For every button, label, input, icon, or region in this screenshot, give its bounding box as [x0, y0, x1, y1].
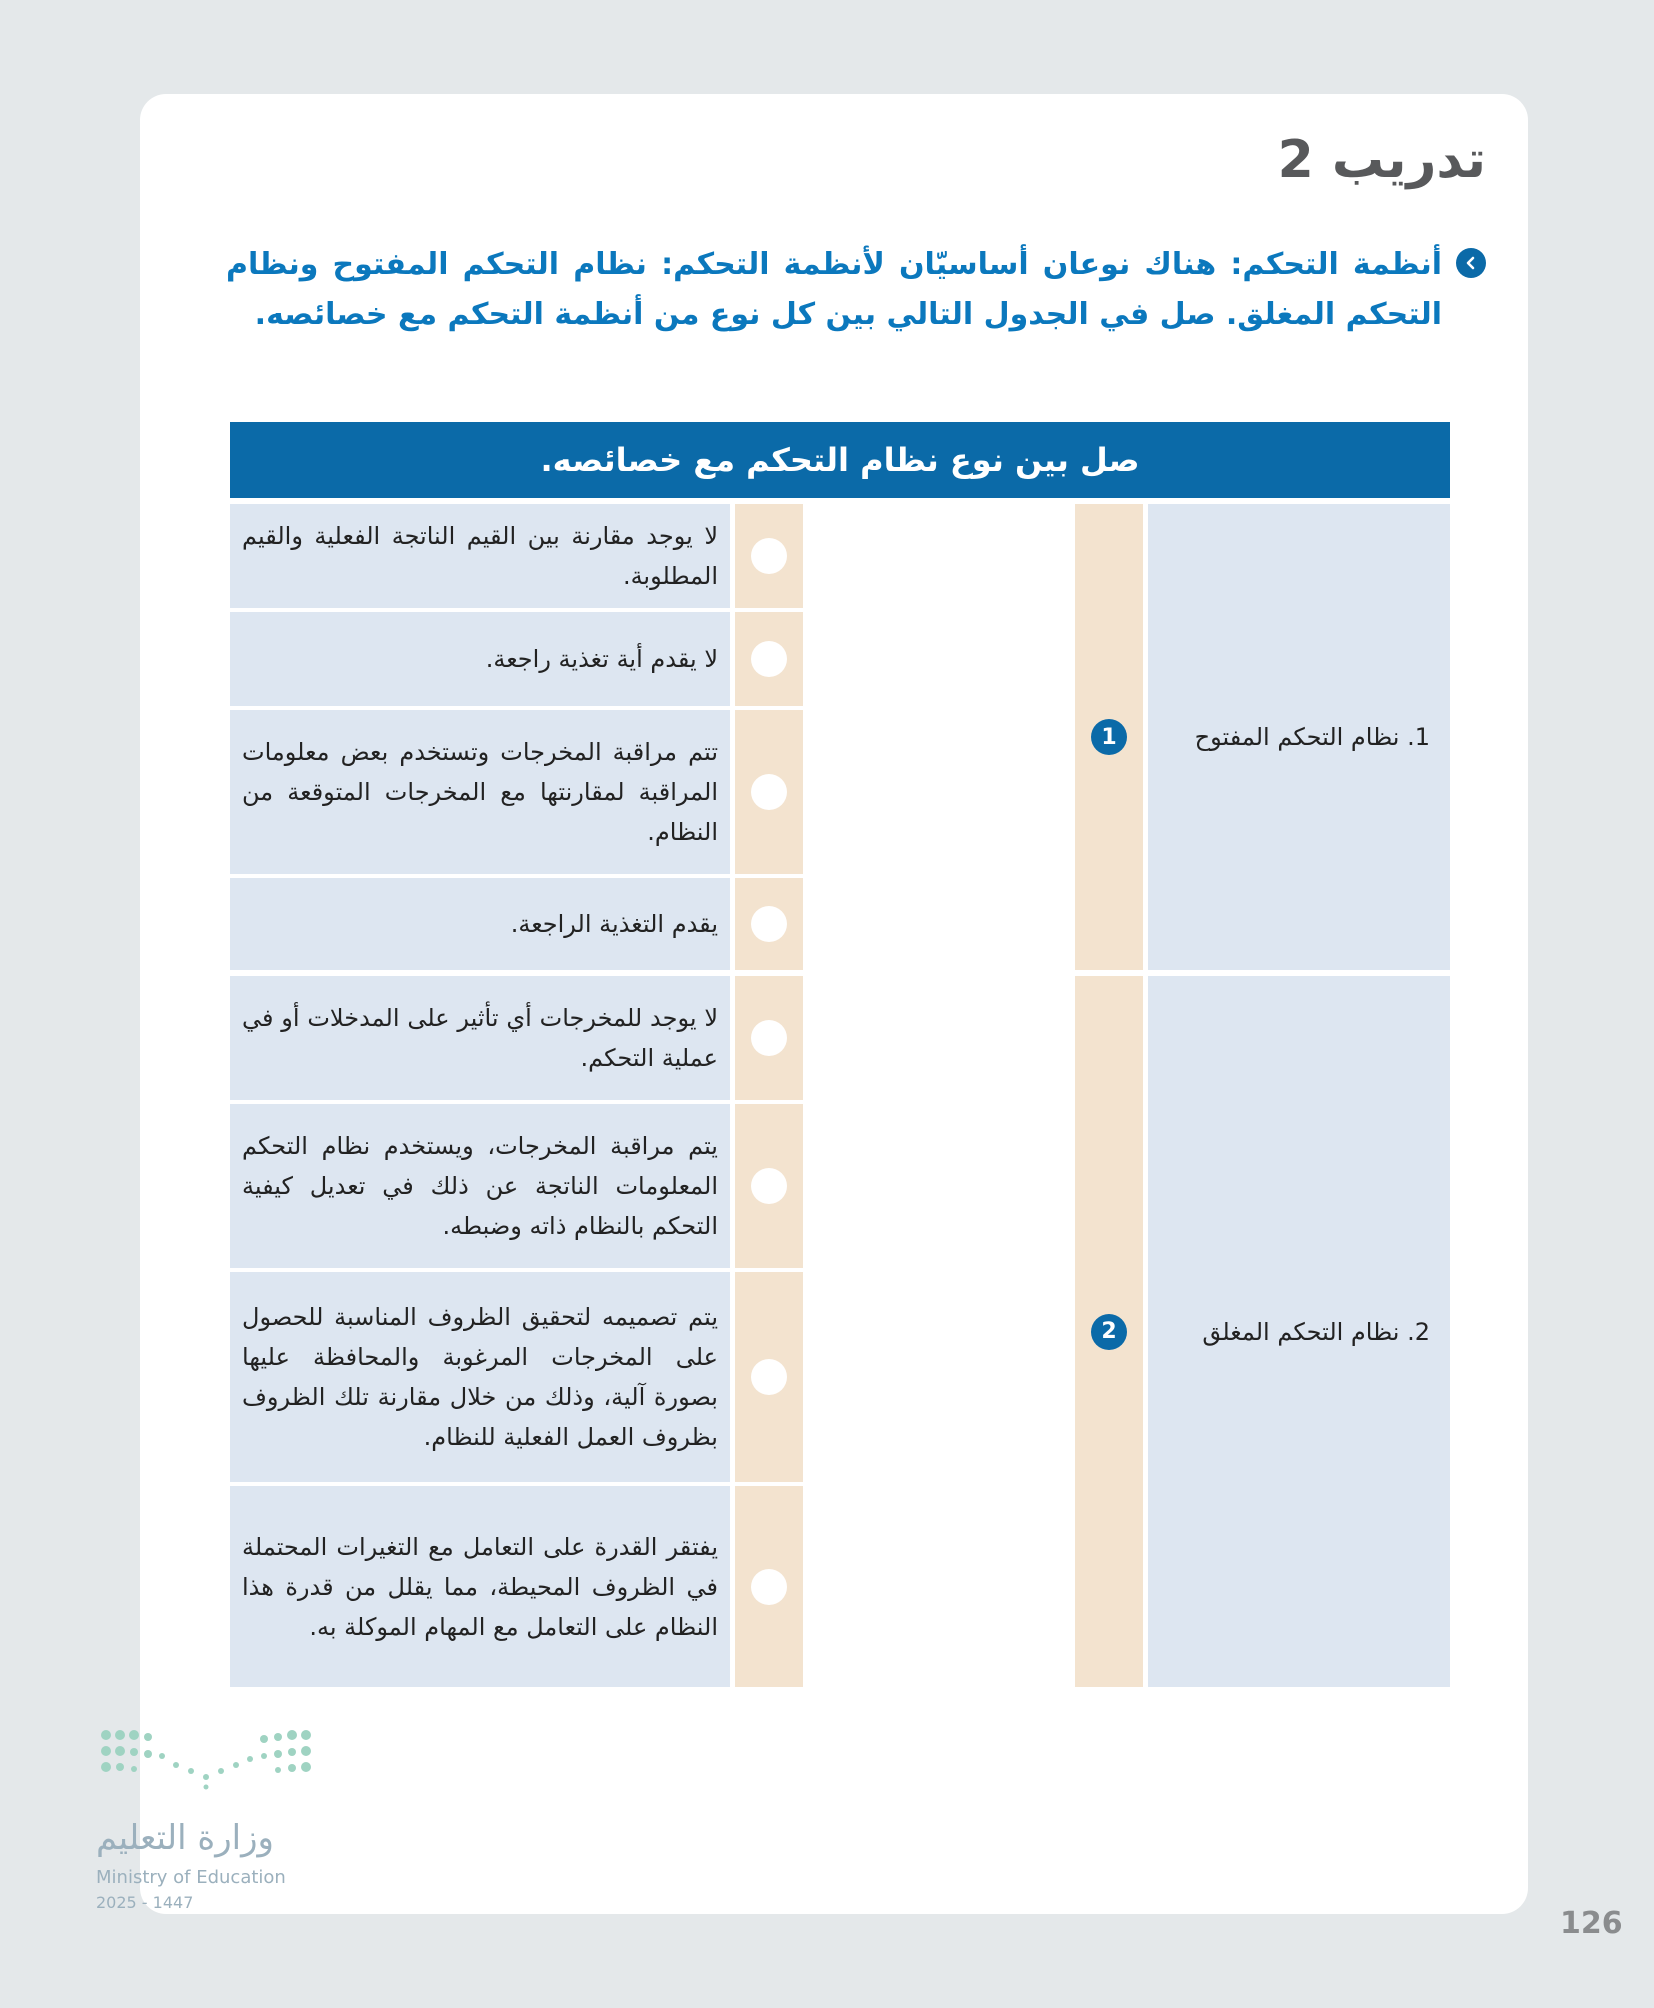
connect-dot-cell	[735, 976, 803, 1100]
matching-table	[230, 422, 1450, 1687]
connect-dot-cell	[735, 1486, 803, 1687]
property-cell	[230, 612, 730, 706]
connect-dot-cell	[735, 710, 803, 874]
property-cell	[230, 1486, 730, 1687]
connect-dot[interactable]	[751, 538, 787, 574]
type-label-closed: 2. نظام التحكم المغلق	[1202, 1317, 1430, 1346]
ministry-year: 2025 - 1447	[96, 1893, 194, 1912]
property-text: يقدم التغذية الراجعة.	[510, 910, 718, 938]
property-cell	[230, 1272, 730, 1482]
type-label-open: 1. نظام التحكم المفتوح	[1194, 723, 1430, 751]
connect-dot[interactable]	[751, 1569, 787, 1605]
number-badge: 1	[1091, 719, 1127, 755]
type-cell-open	[1148, 504, 1450, 970]
ministry-name-arabic: وزارة التعليم	[96, 1818, 274, 1858]
connect-dot[interactable]	[751, 906, 787, 942]
property-text: يتم مراقبة المخرجات، ويستخدم نظام التحكم المعلومات الناتجة عن ذلك في تعديل كيفية التحكم بالنظام ذاته وضبطه.	[242, 1132, 718, 1240]
page-number: 126	[1560, 1906, 1623, 1941]
property-cell	[230, 504, 730, 608]
type-cell-closed	[1148, 976, 1450, 1687]
badge-column-closed	[1075, 976, 1143, 1687]
connect-dot-cell	[735, 1272, 803, 1482]
intro-section	[226, 240, 1486, 340]
property-cell	[230, 878, 730, 970]
connect-dot[interactable]	[751, 1359, 787, 1395]
number-badge: 2	[1091, 1314, 1127, 1350]
property-text: لا يقدم أية تغذية راجعة.	[485, 645, 718, 673]
property-text: لا يوجد للمخرجات أي تأثير على المدخلات أو في عملية التحكم.	[242, 1004, 718, 1072]
property-cell	[230, 1104, 730, 1268]
property-cell	[230, 710, 730, 874]
connect-dot[interactable]	[751, 774, 787, 810]
connect-dot[interactable]	[751, 1168, 787, 1204]
property-text: تتم مراقبة المخرجات وتستخدم بعض معلومات المراقبة لمقارنتها مع المخرجات المتوقعة من النظام.	[242, 738, 718, 846]
connect-dot-cell	[735, 1104, 803, 1268]
chevron-left-icon	[1456, 248, 1486, 278]
connect-dot-cell	[735, 878, 803, 970]
property-text: يفتقر القدرة على التعامل مع التغيرات المحتملة في الظروف المحيطة، مما يقلل من قدرة هذا النظام على التعامل مع المهام الموكلة به.	[242, 1532, 718, 1641]
table-header: صل بين نوع نظام التحكم مع خصائصه.	[230, 422, 1450, 498]
ministry-logo-icon	[96, 1725, 316, 1815]
intro-text: أنظمة التحكم: هناك نوعان أساسيّان لأنظمة التحكم: نظام التحكم المفتوح ونظام التحكم المغلق. صل في الجدول التالي بين كل نوع من أنظمة التحكم مع خصائصه.	[226, 247, 1442, 332]
ministry-name-english: Ministry of Education	[96, 1867, 286, 1888]
connect-dot[interactable]	[751, 1020, 787, 1056]
property-text: يتم تصميمه لتحقيق الظروف المناسبة للحصول على المخرجات المرغوبة والمحافظة عليها بصورة آلية، وذلك من خلال مقارنة تلك الظروف بظروف العمل الفعلية للنظام.	[242, 1303, 718, 1451]
connect-dot[interactable]	[751, 641, 787, 677]
connect-dot-cell	[735, 612, 803, 706]
connect-dot-cell	[735, 504, 803, 608]
property-text: لا يوجد مقارنة بين القيم الناتجة الفعلية والقيم المطلوبة.	[242, 522, 718, 590]
badge-column-open	[1075, 504, 1143, 970]
page-title: تدريب 2	[1277, 130, 1486, 190]
property-cell	[230, 976, 730, 1100]
